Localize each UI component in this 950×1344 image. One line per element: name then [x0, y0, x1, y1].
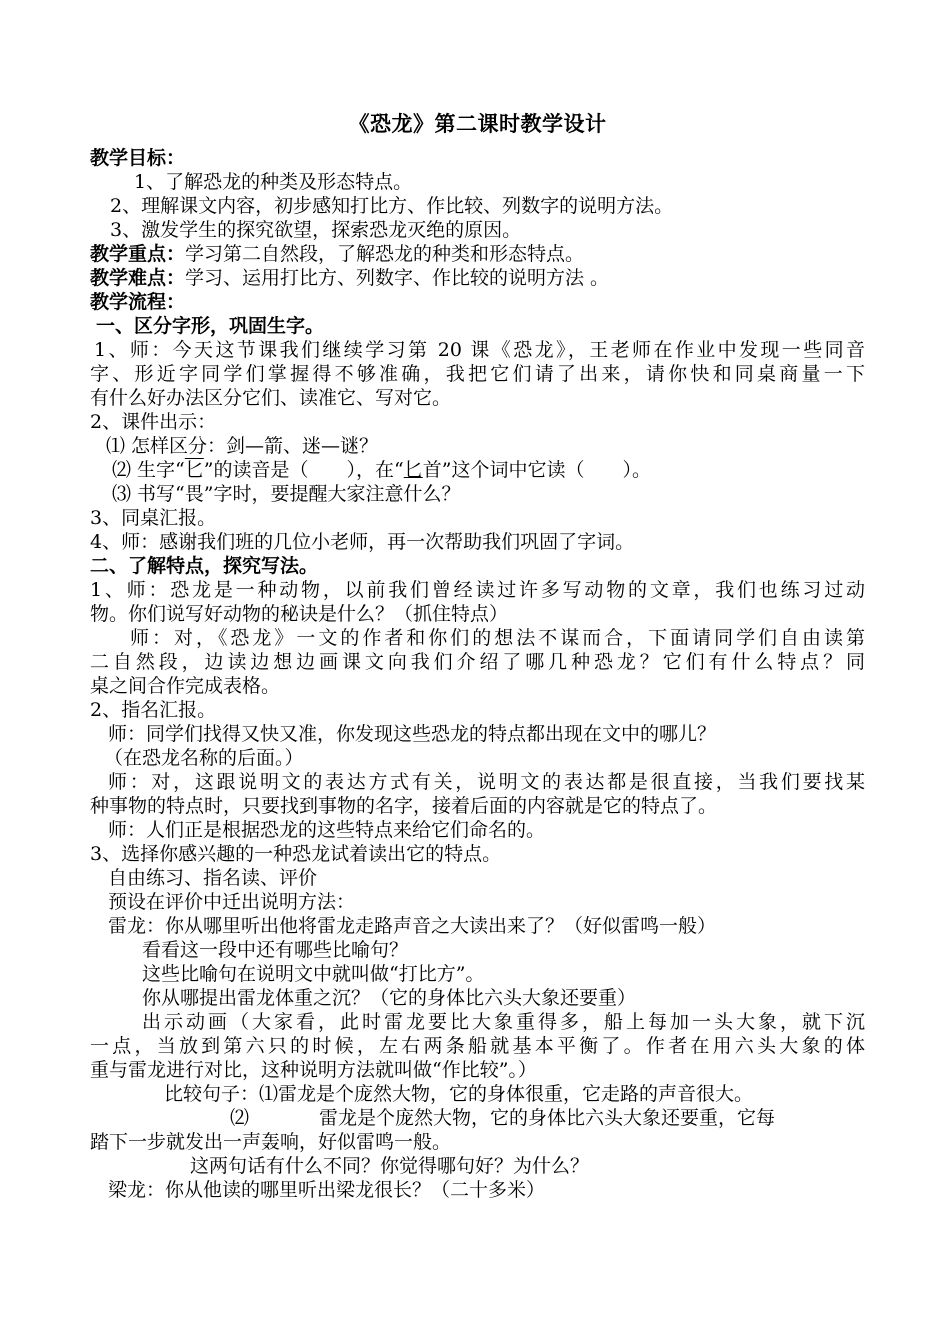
paragraph-line: 师：对，《恐龙》一文的作者和你们的想法不谋而合，下面请同学们自由读第 [130, 627, 865, 649]
compare-text: 雷龙是个庞然大物，它的身体比六头大象还要重，它每 [319, 1107, 776, 1129]
teacher-line: （在恐龙名称的后面。） [104, 747, 304, 769]
question-3: ⑶ 书写“畏”字时，要提醒大家注意什么？ [112, 483, 461, 505]
animation-line: 一点，当放到第六只的时候，左右两条船就基本平衡了。作者在用六头大象的体 [90, 1035, 865, 1057]
question-2-middle: ”的读音是（ ），在“ [203, 459, 404, 481]
question-2-suffix: ”这个词中它读（ ）。 [441, 459, 651, 481]
paragraph-line: 有什么好办法区分它们、读准它、写对它。 [90, 387, 452, 409]
leilong-line: 看看这一段中还有哪些比喻句？ [142, 939, 409, 961]
list-item: 2、指名汇报。 [90, 699, 217, 721]
key-point [90, 242, 865, 266]
objective-item: 2、理解课文内容，初步感知打比方、作比较、列数字的说明方法。 [110, 195, 674, 217]
list-item: 2、课件出示： [90, 411, 217, 433]
compare-question: 这两句话有什么不同？你觉得哪句好？为什么？ [190, 1155, 590, 1177]
list-item: 3、选择你感兴趣的一种恐龙试着读出它的特点。 [90, 843, 502, 865]
teacher-line: 师：同学们找得又快又准，你发现这些恐龙的特点都出现在文中的哪儿？ [108, 723, 717, 745]
section1-heading: 一、区分字形，巩固生字。 [96, 315, 325, 337]
paragraph-line: 1、师：今天这节课我们继续学习第 20 课《恐龙》，王老师在作业中发现一些同音 [94, 339, 865, 361]
difficulty-text: 学习、运用打比方、列数字、作比较的说明方法 。 [185, 267, 610, 289]
compare-line: 踏下一步就发出一声轰响，好似雷鸣一般。 [90, 1131, 452, 1153]
compare-line [90, 1106, 865, 1130]
leilong-line: 你从哪提出雷龙体重之沉？（它的身体比六头大象还要重） [142, 987, 637, 1009]
compare-number: ⑵ [230, 1107, 250, 1129]
teacher-line: 种事物的特点时，只要找到事物的名字，接着后面的内容就是它的特点了。 [90, 795, 718, 817]
leilong-line: 雷龙：你从哪里听出他将雷龙走路声音之大读出来了？（好似雷鸣一般） [108, 915, 717, 937]
section2-heading: 二、了解特点，探究写法。 [90, 555, 319, 577]
difficulty-label: 教学难点： [90, 267, 186, 289]
difficulty [90, 266, 865, 290]
objective-item: 3、激发学生的探究欲望，探索恐龙灭绝的原因。 [110, 219, 522, 241]
question-2-prefix: ⑵ 生字“ [112, 459, 185, 481]
paragraph-line: 物。你们说写好动物的秘诀是什么？（抓住特点） [90, 603, 509, 625]
leilong-line: 这些比喻句在说明文中就叫做“打比方”。 [142, 963, 485, 985]
paragraph-line: 字、形近字同学们掌握得不够准确，我把它们请了出来，请你快和同桌商量一下 [90, 363, 865, 385]
lianglong-line: 梁龙：你从他读的哪里听出梁龙很长？（二十多米） [108, 1179, 546, 1201]
animation-line: 重与雷龙进行对比，这种说明方法就叫做“作比较”。） [90, 1059, 537, 1081]
teacher-line: 师：对，这跟说明文的表达方式有关，说明文的表达都是很直接，当我们要找某 [108, 771, 865, 793]
step-line: 预设在评价中迁出说明方法： [108, 891, 356, 913]
question-2-word-char: 匕 [403, 459, 423, 481]
list-item: 3、同桌汇报。 [90, 507, 217, 529]
teacher-line: 师：人们正是根据恐龙的这些特点来给它们命名的。 [108, 819, 546, 841]
objectives-heading: 教学目标： [90, 147, 186, 169]
question-2-word-rest: 首 [422, 459, 442, 481]
document-body [90, 108, 865, 1202]
process-heading: 教学流程： [90, 291, 186, 313]
page-title: 《恐龙》第二课时教学设计 [348, 111, 607, 136]
question-2-char: 匕 [184, 459, 204, 481]
paragraph-line: 桌之间合作完成表格。 [90, 675, 281, 697]
animation-line: 出示动画（大家看，此时雷龙要比大象重得多，船上每加一头大象，就下沉 [142, 1011, 865, 1033]
question-2 [90, 458, 865, 482]
paragraph-line: 二自然段，边读边想边画课文向我们介绍了哪几种恐龙？它们有什么特点？同 [90, 651, 865, 673]
question-1: ⑴ 怎样区分：剑—箭、迷—谜？ [106, 435, 379, 457]
paragraph-line: 1、师：恐龙是一种动物，以前我们曾经读过许多写动物的文章，我们也练习过动 [90, 579, 865, 601]
step-line: 自由练习、指名读、评价 [108, 867, 318, 889]
compare-line: 比较句子：⑴雷龙是个庞然大物，它的身体很重，它走路的声音很大。 [164, 1083, 754, 1105]
key-point-text: 学习第二自然段，了解恐龙的种类和形态特点。 [185, 243, 585, 265]
list-item: 4、师：感谢我们班的几位小老师，再一次帮助我们巩固了字词。 [90, 531, 635, 553]
objective-item: 1、了解恐龙的种类及形态特点。 [134, 171, 413, 193]
key-point-label: 教学重点： [90, 243, 186, 265]
